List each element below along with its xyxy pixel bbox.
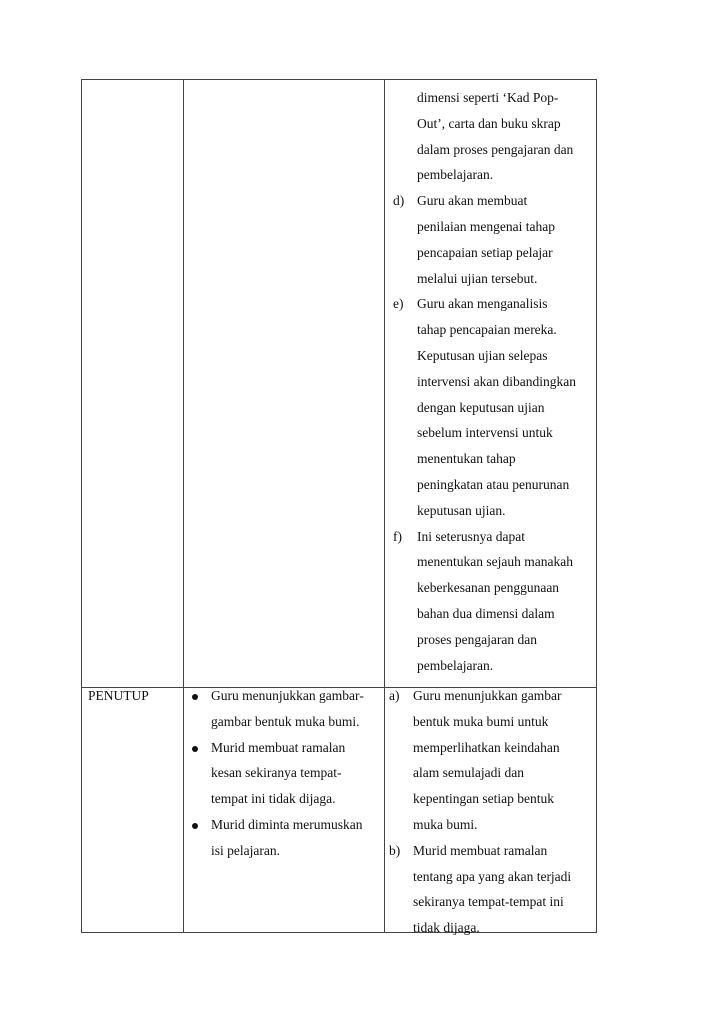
list-item-line: dengan keputusan ujian: [417, 399, 545, 415]
list-item-line: bahan dua dimensi dalam: [417, 606, 555, 621]
bullet-icon: [192, 746, 198, 752]
list-marker: b): [389, 842, 401, 858]
list-item-line: peningkatan atau penurunan: [417, 477, 570, 492]
list-item-line: keputusan ujian.: [417, 502, 506, 518]
list-marker: f): [393, 528, 402, 544]
list-item-line: proses pengajaran dan: [417, 631, 537, 647]
list-item-line: sebelum intervensi untuk: [417, 425, 553, 441]
list-item-line: tahap pencapaian mereka.: [417, 322, 557, 338]
list-item-line: melalui ujian tersebut.: [417, 270, 538, 286]
list-item-line: pencapaian setiap pelajar: [417, 244, 553, 260]
list-item-line: keberkesanan penggunaan: [417, 580, 560, 596]
list-item-line: pembelajaran.: [417, 167, 494, 183]
list-marker: a): [389, 688, 400, 703]
bullet-item-line: kesan sekiranya tempat-: [211, 765, 342, 781]
bullet-item-line: Murid diminta merumuskan: [211, 817, 363, 832]
bullet-item-line: tempat ini tidak dijaga.: [211, 791, 336, 807]
list-item-line: sekiranya tempat-tempat ini: [413, 894, 564, 910]
list-item-line: Ini seterusnya dapat: [417, 528, 525, 544]
bullet-icon: [192, 694, 198, 700]
bullet-item-line: Guru menunjukkan gambar-: [211, 688, 364, 703]
list-item-line: Keputusan ujian selepas: [417, 348, 548, 363]
list-item-line: Guru menunjukkan gambar: [413, 688, 562, 703]
bullet-icon: [192, 823, 198, 829]
list-item-line: menentukan sejauh manakah: [417, 554, 573, 570]
list-item-line: muka bumi.: [413, 817, 478, 832]
bullet-item-line: gambar bentuk muka bumi.: [211, 713, 360, 729]
list-item-line: Murid membuat ramalan: [413, 842, 548, 858]
bullet-item-line: Murid membuat ramalan: [211, 739, 346, 755]
list-item-line: tentang apa yang akan terjadi: [413, 868, 572, 884]
list-item-line: pembelajaran.: [417, 657, 494, 673]
list-item-line: dalam proses pengajaran dan: [417, 141, 574, 157]
list-item-line: tidak dijaga.: [413, 920, 480, 936]
bullet-item-line: isi pelajaran.: [211, 842, 280, 858]
list-marker: e): [393, 296, 404, 312]
list-item-line: penilaian mengenai tahap: [417, 219, 555, 234]
list-item-line: memperlihatkan keindahan: [413, 739, 560, 755]
column-divider-1: [183, 80, 184, 932]
list-item-line: dimensi seperti ‘Kad Pop-: [417, 90, 559, 105]
list-item-line: bentuk muka bumi untuk: [413, 713, 549, 729]
list-item-line: Out’, carta dan buku skrap: [417, 115, 561, 131]
list-item-line: Guru akan membuat: [417, 193, 528, 209]
list-marker: d): [393, 193, 405, 209]
column-divider-2: [384, 80, 385, 932]
list-item-line: menentukan tahap: [417, 451, 516, 467]
list-item-line: kepentingan setiap bentuk: [413, 791, 554, 807]
list-item-line: alam semulajadi dan: [413, 765, 524, 781]
row2-col1-label: PENUTUP: [88, 688, 149, 703]
list-item-line: intervensi akan dibandingkan: [417, 373, 576, 389]
list-item-line: Guru akan menganalisis: [417, 296, 548, 312]
